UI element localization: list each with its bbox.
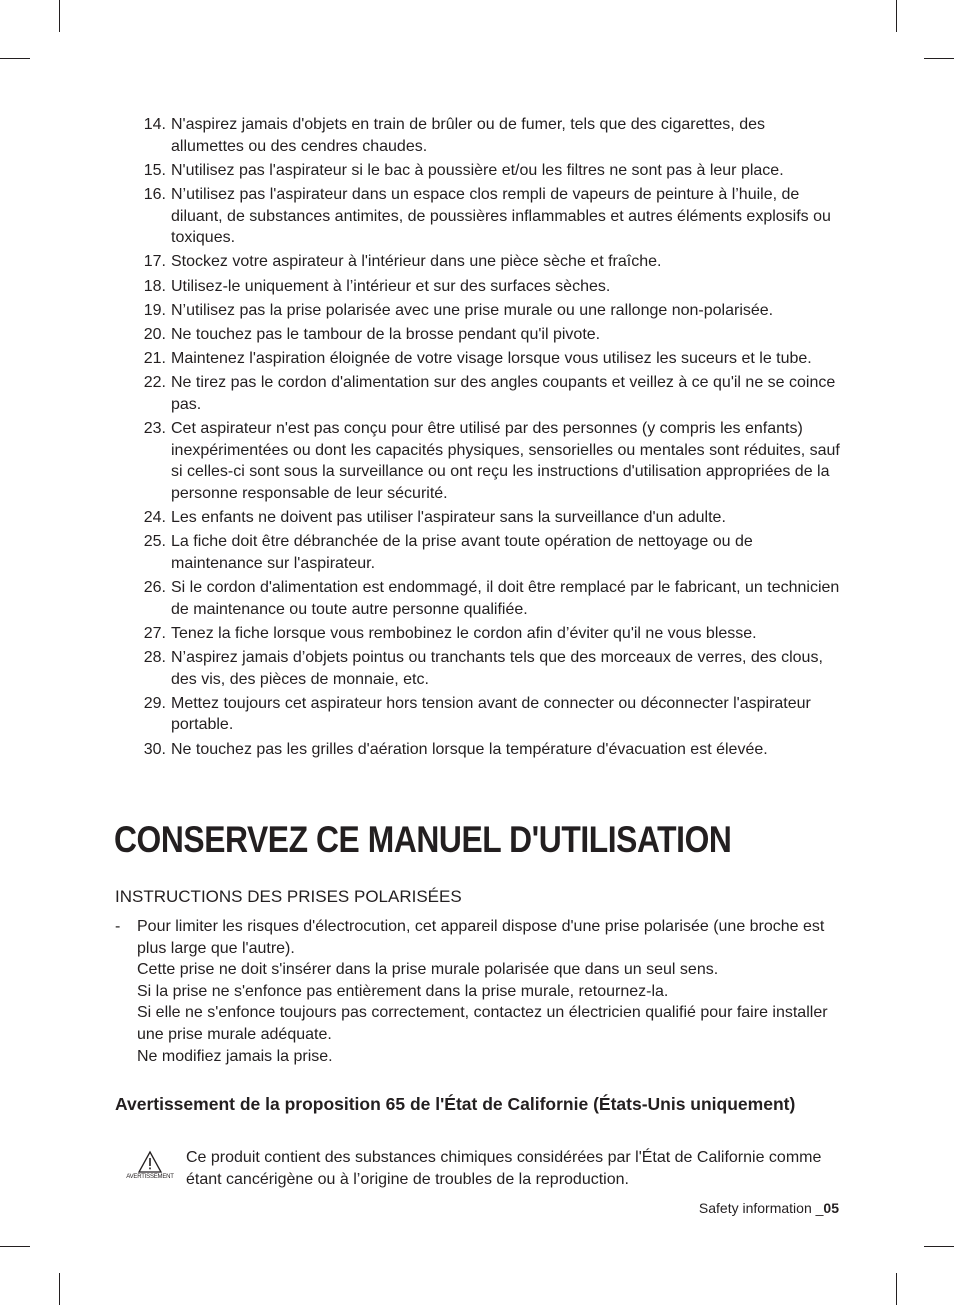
crop-mark bbox=[924, 1246, 954, 1247]
list-item-number: 18. bbox=[143, 277, 166, 295]
list-item-text: Ne touchez pas le tambour de la brosse pendant qu'il pivote. bbox=[171, 325, 601, 343]
list-item-number: 28. bbox=[143, 648, 166, 666]
list-item-number: 15. bbox=[143, 161, 166, 179]
list-item-text: Ne touchez pas les grilles d'aération lorsque la température d'évacuation est élevée. bbox=[171, 740, 768, 758]
list-item bbox=[115, 739, 840, 761]
list-item-number: 25. bbox=[143, 533, 166, 551]
list-item-number: 14. bbox=[143, 116, 166, 133]
instruction-line: Si la prise ne s'enfonce pas entièrement dans la prise murale, retournez-la. bbox=[137, 982, 669, 1000]
list-item-number: 23. bbox=[143, 420, 166, 438]
list-item-number: 30. bbox=[143, 740, 166, 758]
instruction-line: Si elle ne s'enfonce toujours pas correctement, contactez un électricien qualifié pour faire installer une prise murale adéquate. bbox=[137, 1004, 828, 1043]
list-item bbox=[115, 324, 840, 346]
list-item-text: N'aspirez jamais d'objets en train de brûler ou de fumer, tels que des cigarettes, des allumettes ou des cendres chaudes. bbox=[171, 116, 765, 155]
list-item bbox=[115, 276, 840, 298]
list-item bbox=[115, 160, 840, 182]
list-item bbox=[115, 372, 840, 415]
list-item-number: 24. bbox=[143, 509, 166, 527]
page-number: 05 bbox=[823, 1200, 839, 1216]
safety-instructions-list bbox=[115, 114, 840, 763]
list-item-number: 19. bbox=[143, 301, 166, 319]
page-title: CONSERVEZ CE MANUEL D'UTILISATION bbox=[114, 819, 732, 860]
list-item-number: 20. bbox=[143, 325, 166, 343]
list-item-text: N’utilisez pas l'aspirateur dans un espace clos rempli de vapeurs de peinture à l’huile, de diluant, de substances antimites, de poussières inflammables et autres éléments explosifs ou toxiques. bbox=[171, 185, 831, 247]
list-item bbox=[115, 507, 840, 529]
list-item-number: 27. bbox=[143, 624, 166, 642]
list-item-text: Mettez toujours cet aspirateur hors tension avant de connecter ou déconnecter l'aspirateur portable. bbox=[171, 694, 811, 734]
list-item-number: 22. bbox=[143, 374, 166, 392]
list-item bbox=[115, 647, 840, 690]
warning-label: AVERTISSEMENT bbox=[126, 1174, 174, 1180]
list-item-text: Tenez la fiche lorsque vous rembobinez le cordon afin d’éviter qu'il ne vous blesse. bbox=[171, 624, 757, 642]
list-item-text: Si le cordon d'alimentation est endommagé, il doit être remplacé par le fabricant, un technicien de maintenance ou toute autre personne qualifiée. bbox=[171, 579, 840, 618]
crop-mark bbox=[896, 0, 897, 32]
list-item bbox=[115, 251, 840, 273]
list-item-text: Les enfants ne doivent pas utiliser l'aspirateur sans la surveillance d'un adulte. bbox=[171, 509, 726, 527]
list-item bbox=[115, 418, 840, 504]
list-item bbox=[115, 693, 840, 736]
list-item-text: Cet aspirateur n'est pas conçu pour être utilisé par des personnes (y compris les enfants) inexpérimentées ou dont les capacités physiques, sensorielles ou mentales sont réduites, sauf si celles-ci sont sous la surveillance ou ont reçu les instructions d'utilisation appropriées de la personne responsable de leur sécurité. bbox=[171, 420, 840, 502]
section-heading-polarized-plugs: INSTRUCTIONS DES PRISES POLARISÉES bbox=[115, 887, 462, 906]
instruction-line: Ne modifiez jamais la prise. bbox=[137, 1047, 333, 1065]
list-item-text: N’aspirez jamais d’objets pointus ou tranchants tels que des morceaux de verres, des clous, des vis, des pièces de monnaie, etc. bbox=[171, 648, 823, 688]
crop-mark bbox=[59, 0, 60, 32]
dash-bullet: - bbox=[115, 918, 121, 935]
list-item-number: 29. bbox=[143, 694, 166, 712]
section-heading-prop65: Avertissement de la proposition 65 de l'État de Californie (États-Unis uniquement) bbox=[115, 1094, 796, 1114]
list-item-number: 16. bbox=[143, 185, 166, 203]
prop65-warning-text: Ce produit contient des substances chimiques considérées par l'État de Californie comme étant cancérigène ou à l’origine de troubles de la reproduction. bbox=[186, 1149, 822, 1188]
list-item-text: La fiche doit être débranchée de la prise avant toute opération de nettoyage ou de maintenance sur l'aspirateur. bbox=[171, 533, 753, 572]
list-item-text: Maintenez l'aspiration éloignée de votre visage lorsque vous utilisez les suceurs et le tube. bbox=[171, 350, 812, 368]
list-item bbox=[115, 577, 840, 620]
page-footer bbox=[699, 1200, 839, 1216]
list-item-text: N’utilisez pas la prise polarisée avec une prise murale ou une rallonge non-polarisée. bbox=[171, 301, 774, 319]
footer-label: Safety information _ bbox=[698, 1200, 824, 1216]
crop-mark bbox=[896, 1273, 897, 1305]
list-item-text: Stockez votre aspirateur à l'intérieur dans une pièce sèche et fraîche. bbox=[171, 253, 662, 271]
list-item bbox=[115, 300, 840, 322]
list-item bbox=[115, 531, 840, 574]
crop-mark bbox=[0, 58, 30, 59]
list-item bbox=[115, 114, 840, 157]
list-item-number: 21. bbox=[143, 350, 166, 368]
polarized-plug-instructions bbox=[115, 916, 840, 1067]
crop-mark bbox=[59, 1273, 60, 1305]
list-item bbox=[115, 348, 840, 370]
warning-triangle-icon bbox=[126, 1150, 174, 1186]
crop-mark bbox=[0, 1246, 30, 1247]
list-item-number: 17. bbox=[143, 253, 166, 271]
list-item-number: 26. bbox=[143, 579, 166, 596]
list-item-text: Ne tirez pas le cordon d'alimentation sur des angles coupants et veillez à ce qu'il ne se coince pas. bbox=[171, 374, 836, 413]
list-item-text: N'utilisez pas l'aspirateur si le bac à poussière et/ou les filtres ne sont pas à leur place. bbox=[171, 161, 784, 179]
instruction-line: Cette prise ne doit s'insérer dans la prise murale polarisée que dans un seul sens. bbox=[137, 961, 719, 979]
instruction-line: Pour limiter les risques d'électrocution, cet appareil dispose d'une prise polarisée (une broche est plus large que l'autre). bbox=[137, 918, 825, 957]
list-item bbox=[115, 623, 840, 645]
list-item-text: Utilisez-le uniquement à l’intérieur et sur des surfaces sèches. bbox=[171, 277, 611, 295]
crop-mark bbox=[924, 58, 954, 59]
list-item bbox=[115, 184, 840, 249]
